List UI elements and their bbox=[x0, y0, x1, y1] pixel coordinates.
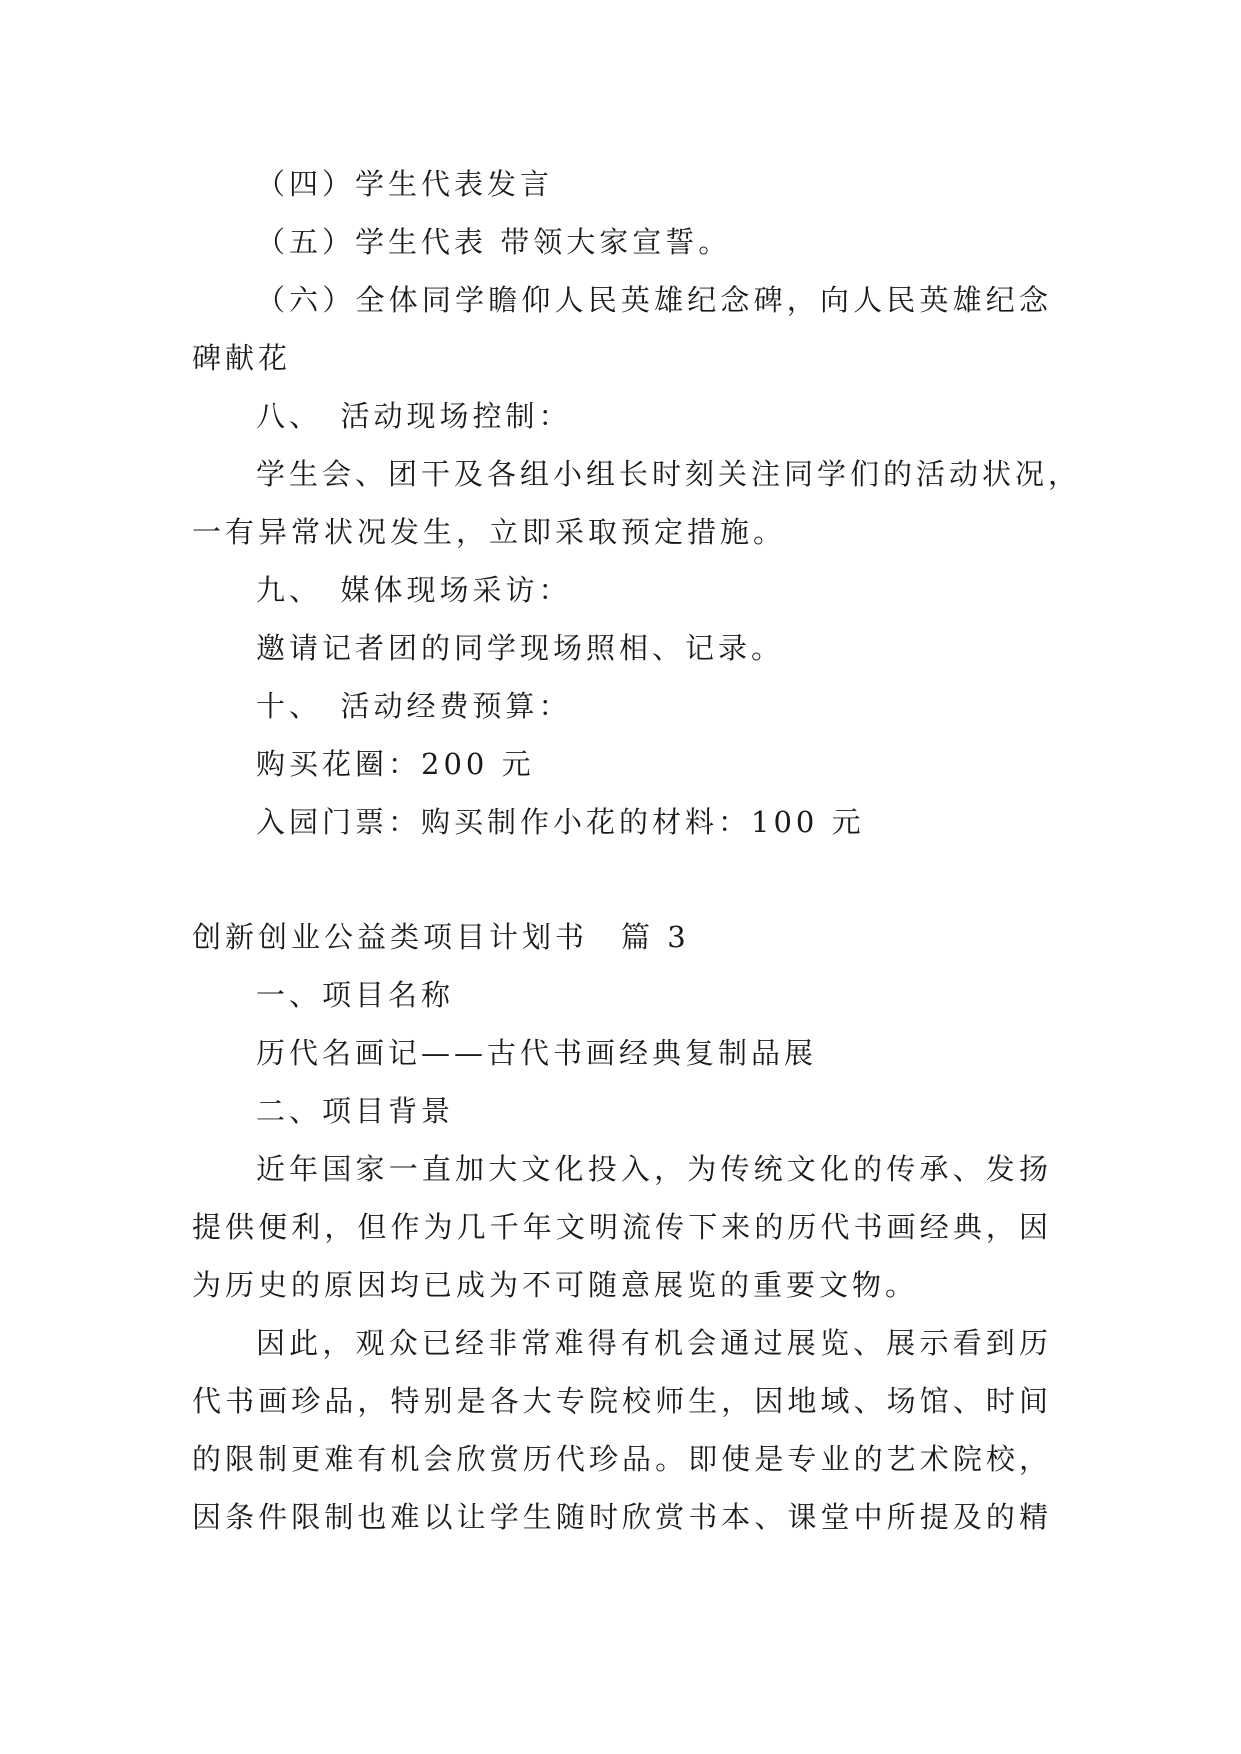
text-line: 提供便利，但作为几千年文明流传下来的历代书画经典，因 bbox=[192, 1210, 1052, 1244]
section-heading: 十、 活动经费预算： bbox=[256, 689, 572, 723]
document-title: 创新创业公益类项目计划书 篇 3 bbox=[192, 920, 690, 954]
section-heading: 九、 媒体现场采访： bbox=[256, 573, 572, 607]
text-line: 近年国家一直加大文化投入，为传统文化的传承、发扬 bbox=[256, 1152, 1052, 1186]
section-heading: 八、 活动现场控制： bbox=[256, 399, 572, 433]
text-line: （六）全体同学瞻仰人民英雄纪念碑，向人民英雄纪念 bbox=[256, 283, 1052, 317]
text-line: 入园门票：购买制作小花的材料：100 元 bbox=[256, 805, 865, 839]
section-heading: 二、项目背景 bbox=[256, 1094, 455, 1128]
text-line: （五）学生代表 带领大家宣誓。 bbox=[256, 225, 732, 259]
text-line: 历代名画记——古代书画经典复制品展 bbox=[256, 1036, 818, 1070]
text-line: 碑献花 bbox=[192, 341, 292, 375]
section-heading: 一、项目名称 bbox=[256, 978, 455, 1012]
text-line: 代书画珍品，特别是各大专院校师生，因地域、场馆、时间 bbox=[192, 1384, 1052, 1418]
text-line: 购买花圈：200 元 bbox=[256, 747, 535, 781]
text-line: 邀请记者团的同学现场照相、记录。 bbox=[256, 631, 785, 665]
text-line: 为历史的原因均已成为不可随意展览的重要文物。 bbox=[192, 1268, 919, 1302]
text-line: 一有异常状况发生，立即采取预定措施。 bbox=[192, 515, 787, 549]
text-line: 的限制更难有机会欣赏历代珍品。即使是专业的艺术院校， bbox=[192, 1442, 1052, 1476]
text-line: 因此，观众已经非常难得有机会通过展览、展示看到历 bbox=[256, 1326, 1052, 1360]
text-line: 学生会、团干及各组小组长时刻关注同学们的活动状况， bbox=[256, 457, 1082, 491]
text-line: 因条件限制也难以让学生随时欣赏书本、课堂中所提及的精 bbox=[192, 1500, 1052, 1534]
text-line: （四）学生代表发言 bbox=[256, 167, 554, 201]
